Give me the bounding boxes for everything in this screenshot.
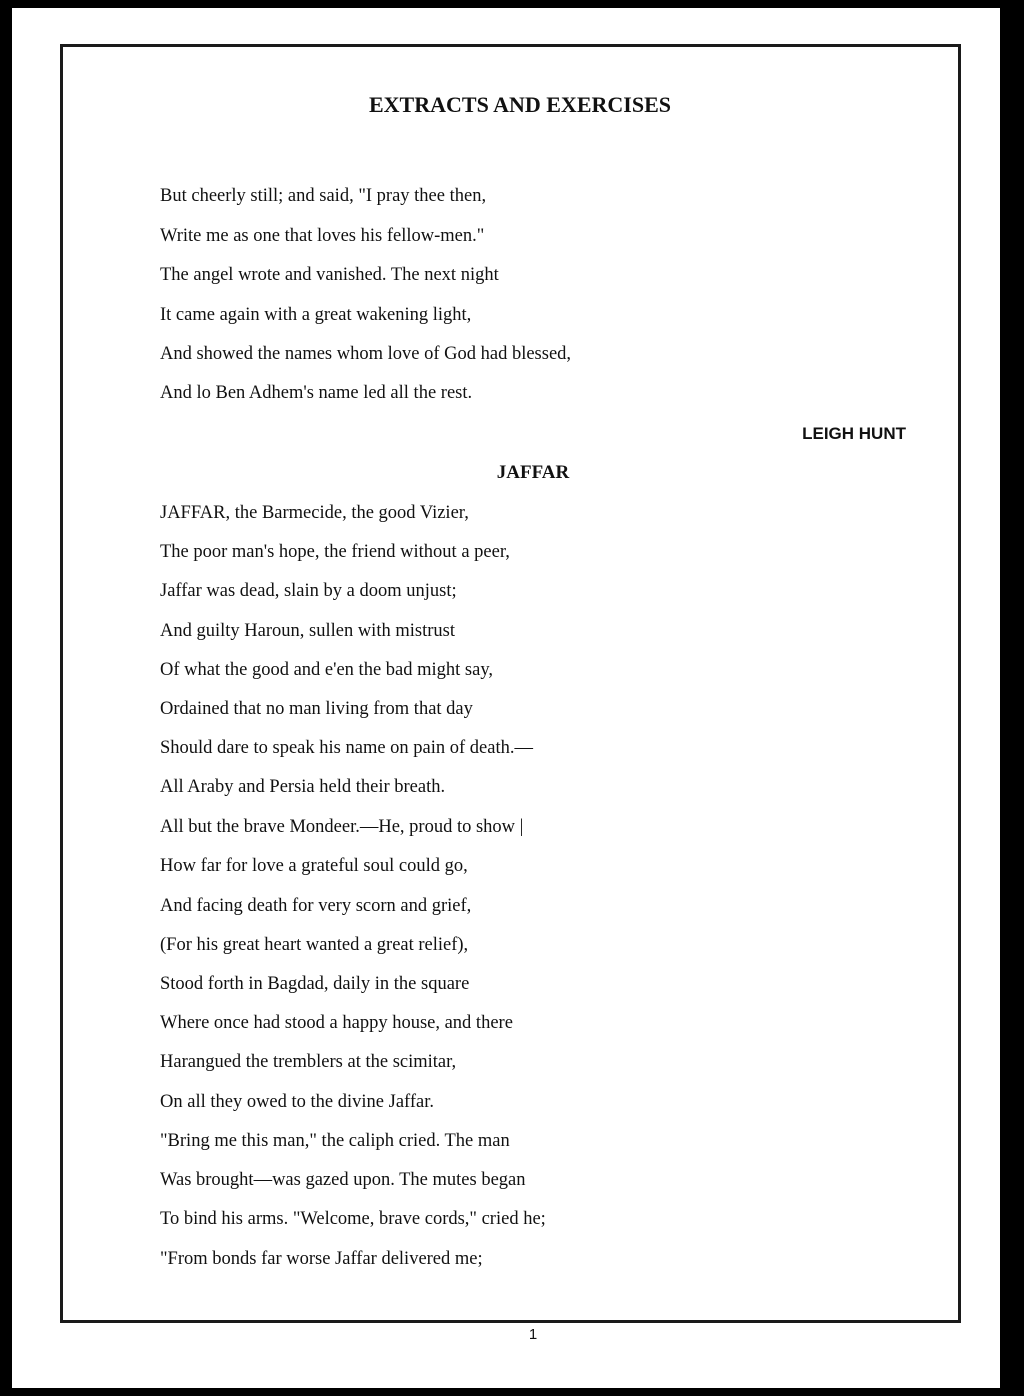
poem-line: JAFFAR, the Barmecide, the good Vizier, — [160, 503, 469, 523]
poem-line: Should dare to speak his name on pain of death.— — [160, 738, 533, 758]
poem-line: To bind his arms. "Welcome, brave cords," cried he; — [160, 1209, 546, 1229]
poem-title: JAFFAR — [496, 462, 570, 483]
poem-line: (For his great heart wanted a great relief), — [160, 935, 469, 955]
poem-line: "From bonds far worse Jaffar delivered me; — [160, 1249, 483, 1269]
poem-line: Stood forth in Bagdad, daily in the square — [160, 974, 470, 994]
poem-line: And facing death for very scorn and grief, — [160, 896, 472, 916]
extract-line: It came again with a great wakening light, — [160, 305, 472, 325]
poem-line: Where once had stood a happy house, and there — [160, 1013, 513, 1033]
poem-line: Ordained that no man living from that day — [160, 699, 473, 719]
page-number: 1 — [528, 1326, 538, 1343]
extract-line: And lo Ben Adhem's name led all the rest. — [160, 383, 473, 403]
extract-line: But cheerly still; and said, "I pray thee then, — [160, 186, 487, 206]
poem-line: Was brought—was gazed upon. The mutes began — [160, 1170, 526, 1190]
author-name: LEIGH HUNT — [802, 424, 906, 443]
poem-line: All but the brave Mondeer.—He, proud to show | — [160, 817, 524, 837]
poem-line: How far for love a grateful soul could go, — [160, 856, 468, 876]
poem-line: Harangued the tremblers at the scimitar, — [160, 1052, 457, 1072]
extract-line: The angel wrote and vanished. The next night — [160, 265, 499, 285]
poem-line: The poor man's hope, the friend without a peer, — [160, 542, 510, 562]
poem-line: "Bring me this man," the caliph cried. The man — [160, 1131, 510, 1151]
poem-line: And guilty Haroun, sullen with mistrust — [160, 621, 455, 641]
poem-line: All Araby and Persia held their breath. — [160, 777, 446, 797]
page-heading: EXTRACTS AND EXERCISES — [369, 92, 671, 117]
extract-line: And showed the names whom love of God had blessed, — [160, 344, 572, 364]
poem-line: Jaffar was dead, slain by a doom unjust; — [160, 581, 457, 601]
poem-line: Of what the good and e'en the bad might say, — [160, 660, 493, 680]
poem-line: On all they owed to the divine Jaffar. — [160, 1092, 435, 1112]
extract-line: Write me as one that loves his fellow-men." — [160, 226, 485, 246]
